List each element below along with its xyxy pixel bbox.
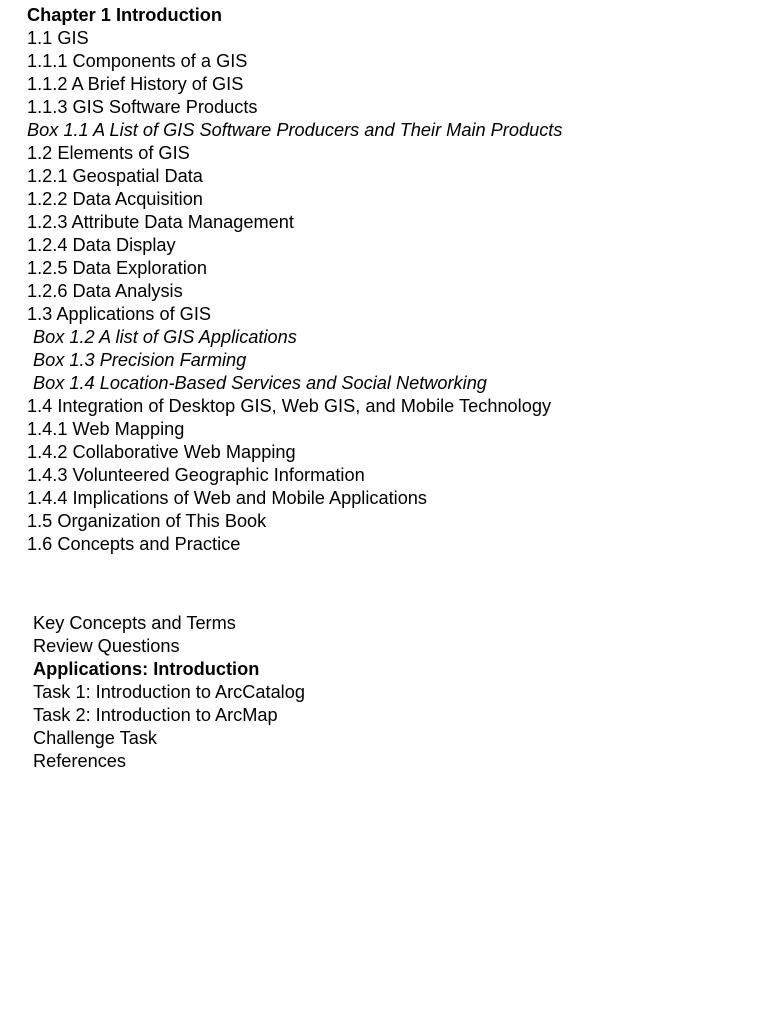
toc-item: 1.1 GIS bbox=[27, 28, 89, 48]
toc-box-item: Box 1.2 A list of GIS Applications bbox=[33, 327, 297, 347]
toc-box-item: Box 1.1 A List of GIS Software Producers and Their Main Products bbox=[27, 120, 563, 140]
toc-box-item: Box 1.3 Precision Farming bbox=[33, 350, 247, 370]
toc-item: 1.2.5 Data Exploration bbox=[27, 258, 207, 278]
end-matter-item: References bbox=[33, 751, 127, 771]
toc-item: 1.4.4 Implications of Web and Mobile Applications bbox=[27, 488, 428, 508]
end-matter-item: Task 1: Introduction to ArcCatalog bbox=[33, 682, 305, 702]
toc-box-item: Box 1.4 Location-Based Services and Social Networking bbox=[33, 373, 487, 393]
end-matter-item: Review Questions bbox=[33, 636, 180, 656]
toc-item: 1.4.3 Volunteered Geographic Information bbox=[27, 465, 365, 485]
toc-item: 1.1.2 A Brief History of GIS bbox=[27, 74, 244, 94]
toc-item: 1.2 Elements of GIS bbox=[27, 143, 190, 163]
toc-item: 1.2.3 Attribute Data Management bbox=[27, 212, 294, 232]
applications-heading: Applications: Introduction bbox=[33, 659, 260, 679]
end-matter-item: Task 2: Introduction to ArcMap bbox=[33, 705, 278, 725]
end-matter-item: Challenge Task bbox=[33, 728, 158, 748]
toc-item: 1.5 Organization of This Book bbox=[27, 511, 267, 531]
end-matter-item: Key Concepts and Terms bbox=[33, 613, 236, 633]
toc-item: 1.3 Applications of GIS bbox=[27, 304, 212, 324]
chapter-title: Chapter 1 Introduction bbox=[27, 5, 223, 25]
toc-item: 1.2.2 Data Acquisition bbox=[27, 189, 203, 209]
toc-item: 1.4 Integration of Desktop GIS, Web GIS, and Mobile Technology bbox=[27, 396, 552, 416]
toc-item: 1.1.3 GIS Software Products bbox=[27, 97, 258, 117]
toc-item: 1.2.1 Geospatial Data bbox=[27, 166, 203, 186]
toc-item: 1.4.1 Web Mapping bbox=[27, 419, 185, 439]
toc-item: 1.6 Concepts and Practice bbox=[27, 534, 241, 554]
toc-item: 1.2.6 Data Analysis bbox=[27, 281, 183, 301]
toc-item: 1.2.4 Data Display bbox=[27, 235, 176, 255]
toc-item: 1.1.1 Components of a GIS bbox=[27, 51, 248, 71]
table-of-contents bbox=[27, 4, 747, 556]
toc-item: 1.4.2 Collaborative Web Mapping bbox=[27, 442, 296, 462]
end-matter-list bbox=[33, 612, 733, 773]
